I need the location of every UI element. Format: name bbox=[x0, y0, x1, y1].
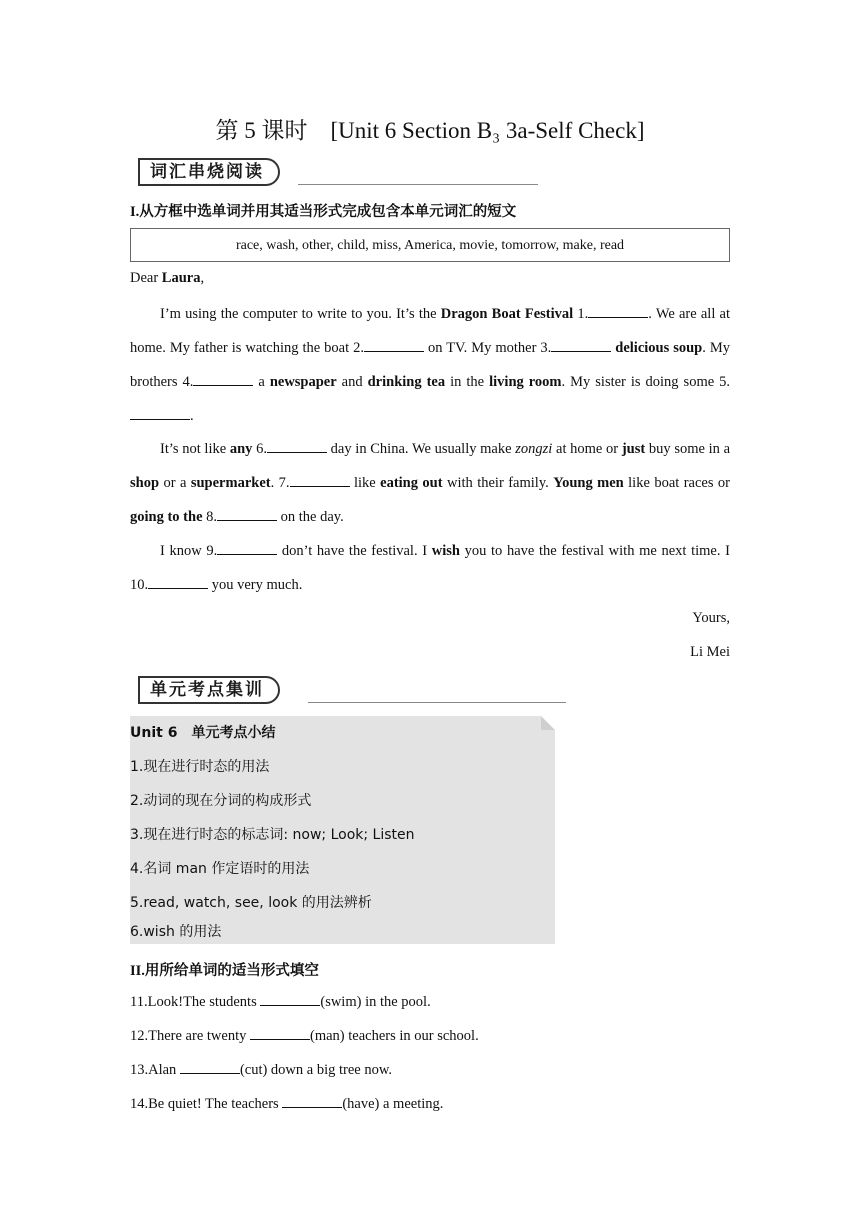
answer-blank-8[interactable] bbox=[217, 506, 277, 521]
answer-blank-6[interactable] bbox=[267, 438, 327, 453]
bold-text: just bbox=[621, 441, 646, 457]
text: buy some in a bbox=[645, 441, 731, 457]
text: a bbox=[253, 374, 270, 390]
text: 6. bbox=[252, 441, 267, 457]
bold-text: living room bbox=[489, 374, 562, 390]
bold-text: drinking tea bbox=[367, 374, 446, 390]
greeting-prefix: Dear bbox=[130, 270, 162, 286]
answer-blank-12[interactable] bbox=[250, 1025, 310, 1040]
text: at home or bbox=[552, 441, 622, 457]
bold-text: Dragon Boat Festival bbox=[440, 306, 574, 322]
summary-title: Unit 6 单元考点小结 bbox=[130, 725, 276, 741]
bold-text: any bbox=[229, 441, 253, 457]
text: like boat races or bbox=[623, 475, 731, 491]
summary-item: 6.wish 的用法 bbox=[130, 924, 222, 940]
answer-blank-14[interactable] bbox=[282, 1093, 342, 1108]
answer-blank-4[interactable] bbox=[193, 371, 253, 386]
text: . 7. bbox=[270, 475, 290, 491]
text: don’t have the festival. I bbox=[277, 543, 432, 559]
bold-text: delicious soup bbox=[611, 340, 703, 356]
text: on the day. bbox=[277, 509, 344, 525]
text: in the bbox=[445, 374, 490, 390]
text: you to have the festival with me next time. I 10. bbox=[130, 543, 730, 593]
text: day in China. We usually make bbox=[327, 441, 516, 457]
answer-blank-11[interactable] bbox=[260, 991, 320, 1006]
section-banner-vocabulary bbox=[138, 158, 548, 184]
bold-text: supermarket bbox=[190, 475, 271, 491]
question-14 bbox=[130, 1087, 443, 1121]
bold-text: Young men bbox=[553, 475, 624, 491]
bold-text: wish bbox=[431, 543, 460, 559]
question-text: (have) a meeting. bbox=[342, 1096, 444, 1112]
text: 8. bbox=[202, 509, 217, 525]
answer-blank-10[interactable] bbox=[148, 574, 208, 589]
text: or a bbox=[159, 475, 191, 491]
letter-paragraph-3 bbox=[130, 534, 730, 602]
page-title: 第 5 课时 [Unit 6 Section B₃ 3a-Self Check] bbox=[215, 118, 645, 143]
text: . My sister is doing some 5. bbox=[561, 374, 731, 390]
question-13 bbox=[130, 1053, 392, 1087]
summary-item: 3.现在进行时态的标志词: now; Look; Listen bbox=[130, 827, 415, 843]
section-heading: I.从方框中选单词并用其适当形式完成包含本单元词汇的短文 bbox=[130, 204, 517, 220]
text: you very much. bbox=[208, 577, 303, 593]
bold-text: going to the bbox=[130, 509, 203, 525]
question-text: 11.Look!The students bbox=[130, 994, 261, 1010]
answer-blank-5[interactable] bbox=[130, 405, 190, 420]
letter-greeting bbox=[130, 270, 204, 287]
word-box: race, wash, other, child, miss, America, movie, tomorrow, make, read bbox=[130, 228, 730, 262]
section-heading: II.用所给单词的适当形式填空 bbox=[130, 963, 319, 979]
letter-paragraph-1 bbox=[130, 297, 730, 433]
text: . My brothers 4. bbox=[130, 340, 730, 390]
question-text: (man) teachers in our school. bbox=[309, 1028, 479, 1044]
folded-corner bbox=[541, 716, 555, 730]
bold-text: newspaper bbox=[269, 374, 337, 390]
answer-blank-7[interactable] bbox=[290, 472, 350, 487]
summary-item: 2.动词的现在分词的构成形式 bbox=[130, 793, 312, 809]
answer-blank-9[interactable] bbox=[217, 540, 277, 555]
text: like bbox=[349, 475, 381, 491]
summary-item: 4.名词 man 作定语时的用法 bbox=[130, 861, 310, 877]
text: 1. bbox=[573, 306, 589, 322]
greeting-suffix: , bbox=[200, 270, 205, 286]
banner-divider bbox=[308, 702, 566, 703]
question-text: (swim) in the pool. bbox=[320, 994, 431, 1010]
bold-text: shop bbox=[130, 475, 160, 491]
text: . bbox=[190, 408, 194, 424]
question-text: 14.Be quiet! The teachers bbox=[130, 1096, 283, 1112]
text: on TV. My mother 3. bbox=[424, 340, 552, 356]
banner-label: 单元考点集训 bbox=[138, 676, 280, 704]
bold-text: eating out bbox=[380, 475, 443, 491]
text: . We are all at home. My father is watching the boat 2. bbox=[130, 306, 731, 356]
question-text: 12.There are twenty bbox=[130, 1028, 250, 1044]
summary-item: 1.现在进行时态的用法 bbox=[130, 759, 270, 775]
text: I’m using the computer to write to you. It’s the bbox=[160, 306, 441, 322]
banner-divider bbox=[298, 184, 538, 185]
text: I know 9. bbox=[160, 543, 218, 559]
summary-box bbox=[130, 716, 555, 944]
answer-blank-2[interactable] bbox=[364, 337, 424, 352]
question-11 bbox=[130, 985, 431, 1019]
answer-blank-3[interactable] bbox=[551, 337, 611, 352]
text: It’s not like bbox=[160, 441, 230, 457]
text: and bbox=[336, 374, 368, 390]
question-text: 13.Alan bbox=[130, 1062, 180, 1078]
answer-blank-13[interactable] bbox=[180, 1059, 240, 1074]
section-banner-unit-review bbox=[138, 676, 568, 702]
banner-label: 词汇串烧阅读 bbox=[138, 158, 280, 186]
text: with their family. bbox=[442, 475, 554, 491]
italic-text: zongzi bbox=[515, 441, 553, 457]
letter-signature: Li Mei bbox=[690, 644, 730, 660]
question-text: (cut) down a big tree now. bbox=[239, 1062, 393, 1078]
letter-paragraph-2 bbox=[130, 432, 730, 534]
question-12 bbox=[130, 1019, 479, 1053]
summary-item: 5.read, watch, see, look 的用法辨析 bbox=[130, 895, 372, 911]
answer-blank-1[interactable] bbox=[588, 303, 648, 318]
letter-closing: Yours, bbox=[692, 610, 730, 626]
greeting-name: Laura bbox=[161, 270, 201, 286]
